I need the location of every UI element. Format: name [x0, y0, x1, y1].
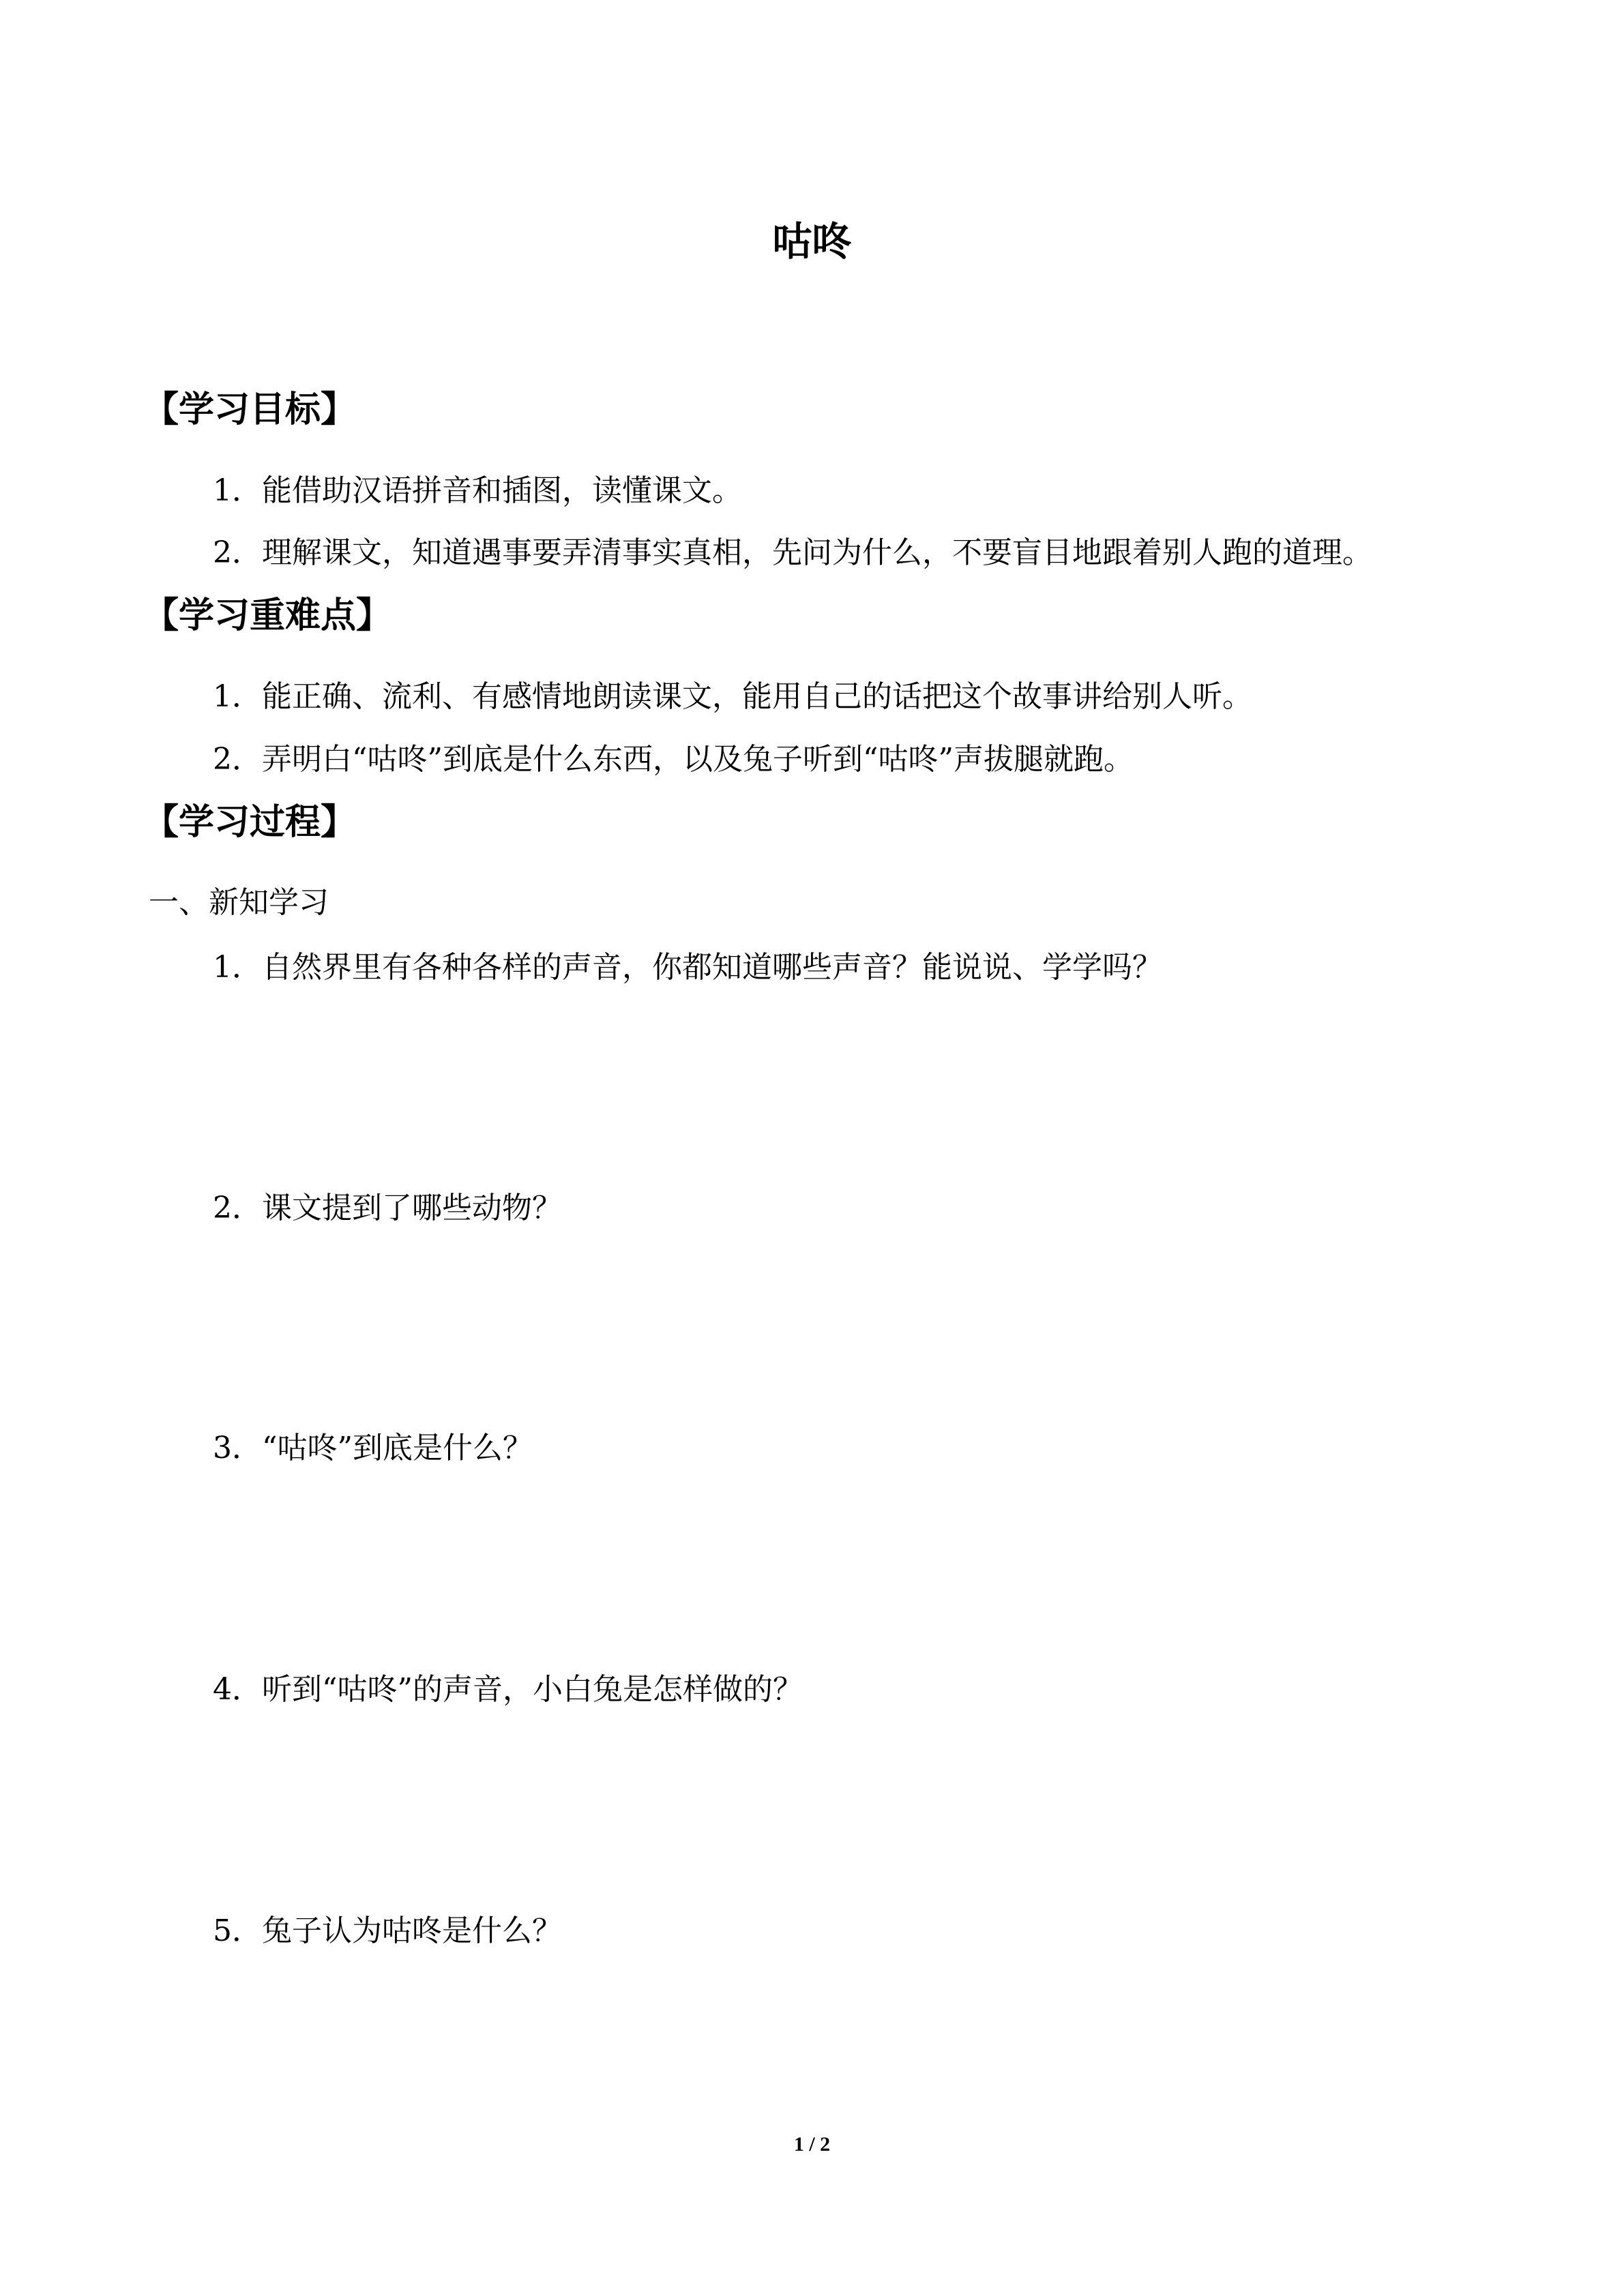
question-5: 5．兔子认为咕咚是什么？ [213, 1913, 562, 1948]
question-4: 4．听到“咕咚”的声音，小白兔是怎样做的？ [213, 1672, 803, 1707]
page-title: 咕咚 [772, 218, 852, 265]
key-point-item-2: 2．弄明白“咕咚”到底是什么东西，以及兔子听到“咕咚”声拔腿就跑。 [213, 742, 1134, 777]
question-1: 1．自然界里有各种各样的声音，你都知道哪些声音？能说说、学学吗？ [213, 950, 1162, 985]
page-number: 1 / 2 [793, 2133, 831, 2156]
key-points-heading: 【学习重难点】 [143, 595, 392, 636]
new-knowledge-subheading: 一、新知学习 [149, 885, 329, 920]
objectives-heading: 【学习目标】 [143, 389, 357, 430]
process-heading: 【学习过程】 [143, 802, 357, 843]
objective-item-1: 1．能借助汉语拼音和插图，读懂课文。 [213, 473, 742, 508]
key-point-item-1: 1．能正确、流利、有感情地朗读课文，能用自己的话把这个故事讲给别人听。 [213, 679, 1252, 714]
question-2: 2．课文提到了哪些动物？ [213, 1191, 562, 1225]
question-3: 3．“咕咚”到底是什么？ [213, 1431, 533, 1465]
objective-item-2: 2．理解课文，知道遇事要弄清事实真相，先问为什么，不要盲目地跟着别人跑的道理。 [213, 535, 1372, 570]
